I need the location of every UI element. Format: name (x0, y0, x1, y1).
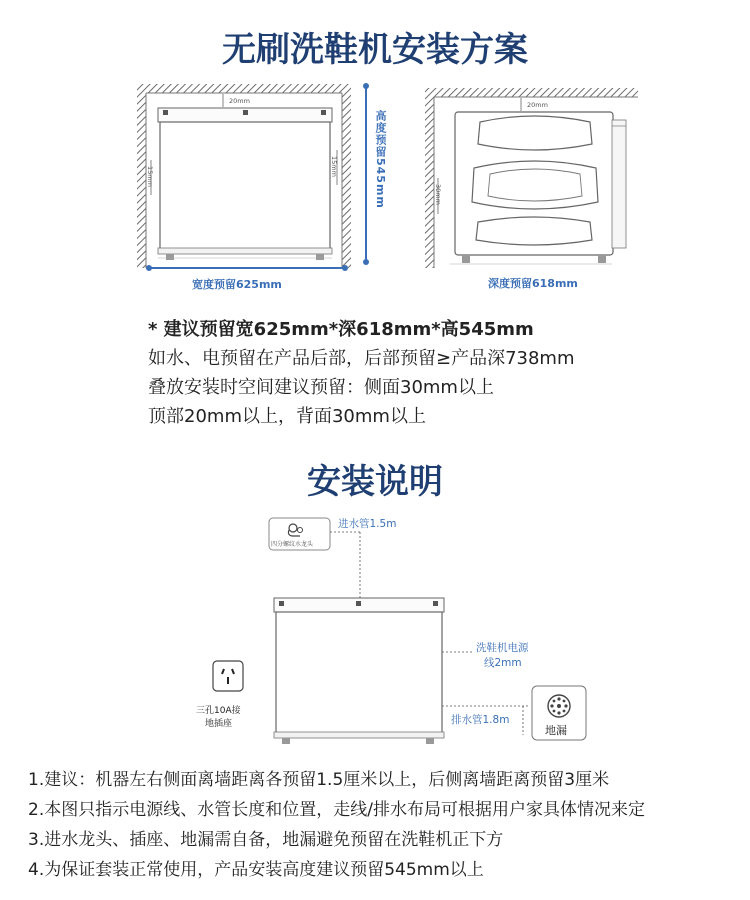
power-cord-label-2: 线2mm (484, 657, 522, 669)
front-view-machine (158, 108, 332, 260)
side-back-gap: 30mm (434, 184, 442, 205)
height-reserve-label: 高度预留545mm (374, 110, 387, 209)
side-view-machine (455, 112, 626, 263)
width-reserve-label: 宽度预留625mm (192, 278, 282, 291)
power-cord-label-1: 洗鞋机电源 (476, 642, 529, 654)
note-4: 4.为保证套装正常使用，产品安装高度建议预留545mm以上 (28, 860, 484, 880)
socket-label-1: 三孔10A接 (196, 706, 241, 716)
spec-line-3: 叠放安装时空间建议预留：侧面30mm以上 (148, 377, 494, 398)
front-top-gap: 20mm (229, 97, 250, 105)
spec-line-2: 如水、电预留在产品后部，后部预留≥产品深738mm (148, 348, 575, 369)
note-2: 2.本图只指示电源线、水管长度和位置，走线/排水布局可根据用户家具体情况来定 (28, 800, 645, 820)
drain-pipe-label: 排水管1.8m (451, 714, 510, 726)
front-right-gap: 15mm (330, 156, 338, 177)
side-top-gap: 20mm (527, 101, 548, 109)
note-1: 1.建议：机器左右侧面离墙距离各预留1.5厘米以上，后侧离墙距离预留3厘米 (28, 770, 610, 790)
socket-icon (213, 661, 243, 691)
faucet-label: 四分螺纹水龙头 (271, 541, 314, 548)
note-3: 3.进水龙头、插座、地漏需自备，地漏避免预留在洗鞋机正下方 (28, 830, 504, 850)
front-left-gap: 15mm (146, 166, 154, 187)
instructions-title: 安装说明 (307, 462, 443, 502)
spec-line-4: 顶部20mm以上，背面30mm以上 (148, 406, 426, 427)
spec-line-1: * 建议预留宽625mm*深618mm*高545mm (148, 319, 534, 340)
socket-label-2: 地插座 (205, 719, 233, 729)
install-machine (274, 598, 444, 744)
depth-reserve-label: 深度预留618mm (488, 277, 578, 290)
inlet-pipe-label: 进水管1.5m (338, 518, 397, 530)
floor-drain-label: 地漏 (545, 724, 567, 737)
scheme-title: 无刷洗鞋机安装方案 (222, 30, 528, 70)
